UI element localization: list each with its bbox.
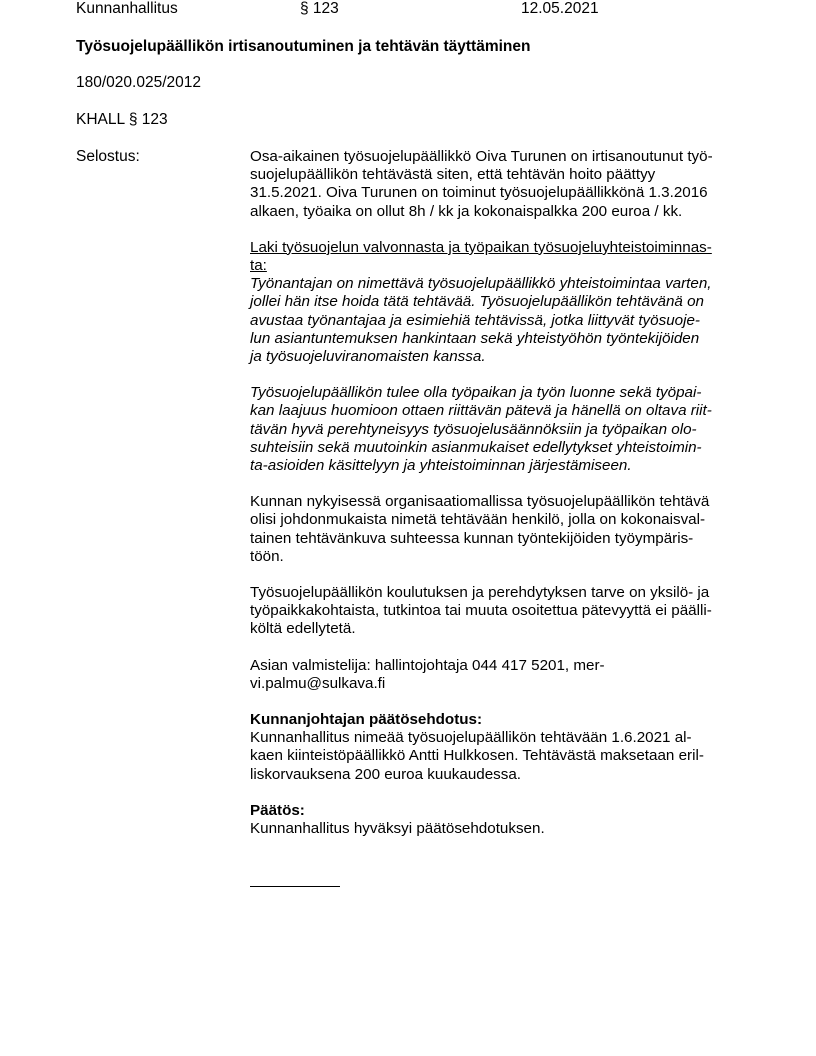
text-line: tävän hyvä perehtyneisyys työsuojelusäännöksiin ja työpaikan olo- bbox=[250, 420, 697, 438]
text-line: Työsuojelupäällikön koulutuksen ja perehdytyksen tarve on yksilö- ja bbox=[250, 584, 710, 602]
text-line: Kunnanhallitus hyväksyi päätösehdotuksen. bbox=[250, 820, 545, 838]
text-line: olisi johdonmukaista nimetä tehtävään henkilö, jolla on kokonaisval- bbox=[250, 511, 706, 529]
document-title: Työsuojelupäällikön irtisanoutuminen ja tehtävän täyttäminen bbox=[76, 38, 531, 55]
signature-rule bbox=[250, 886, 340, 887]
law-text-1 bbox=[250, 275, 750, 366]
proposal-heading: Kunnanjohtajan päätösehdotus: bbox=[250, 711, 483, 729]
text-line: alkaen, työaika on ollut 8h / kk ja kokonaispalkka 200 euroa / kk. bbox=[250, 202, 683, 220]
text-line: ta: bbox=[250, 257, 267, 275]
proposal-section bbox=[250, 711, 750, 784]
text-line: kan laajuus huomioon ottaen riittävän pätevä ja hänellä on oltava riit- bbox=[250, 402, 712, 420]
text-line: työpaikkakohtaista, tutkintoa tai muuta osoitettua pätevyyttä ei päälli- bbox=[250, 602, 712, 620]
organization-paragraph bbox=[250, 493, 750, 566]
document-body bbox=[250, 148, 750, 838]
text-line: liskorvauksena 200 euroa kuukaudessa. bbox=[250, 765, 522, 783]
header-body-name: Kunnanhallitus bbox=[76, 0, 178, 17]
text-line: töön. bbox=[250, 547, 284, 565]
record-number: 180/020.025/2012 bbox=[76, 74, 201, 91]
text-line: jollei hän itse hoida tätä tehtävää. Työsuojelupäällikön tehtävänä on bbox=[250, 293, 704, 311]
header-section: § 123 bbox=[300, 0, 339, 17]
text-line: ja työsuojeluviranomaisten kanssa. bbox=[250, 348, 486, 366]
text-line: Työsuojelupäällikön tulee olla työpaikan ja työn luonne sekä työpai- bbox=[250, 384, 702, 402]
text-line: Työnantajan on nimettävä työsuojelupäällikkö yhteistoimintaa varten, bbox=[250, 275, 712, 293]
text-line: avustaa työnantajaa ja esimiehiä tehtävissä, jotka liittyvät työsuoje- bbox=[250, 311, 700, 329]
text-line: Kunnan nykyisessä organisaatiomallissa työsuojelupäällikön tehtävä bbox=[250, 493, 710, 511]
intro-paragraph bbox=[250, 148, 750, 221]
decision-section bbox=[250, 802, 750, 838]
law-text-2 bbox=[250, 384, 750, 475]
text-line: ta-asioiden käsittelyyn ja yhteistoiminnan järjestämiseen. bbox=[250, 457, 632, 475]
text-line: költä edellytetä. bbox=[250, 620, 356, 638]
training-paragraph bbox=[250, 584, 750, 639]
text-line: Osa-aikainen työsuojelupäällikkö Oiva Turunen on irtisanoutunut työ- bbox=[250, 148, 713, 165]
text-line: lun asiantuntemuksen hankintaan sekä yhteistyöhön työntekijöiden bbox=[250, 329, 700, 347]
text-line: Kunnanhallitus nimeää työsuojelupäällikön tehtävään 1.6.2021 al- bbox=[250, 729, 692, 747]
decision-heading: Päätös: bbox=[250, 801, 305, 819]
text-line: Asian valmistelija: hallintojohtaja 044 417 5201, mer- bbox=[250, 656, 605, 674]
text-line: tainen tehtävänkuva suhteessa kunnan työntekijöiden työympäris- bbox=[250, 529, 694, 547]
preparer-paragraph bbox=[250, 657, 750, 693]
law-heading bbox=[250, 239, 750, 275]
header-date: 12.05.2021 bbox=[521, 0, 599, 17]
text-line: Laki työsuojelun valvonnasta ja työpaikan työsuojeluyhteistoiminnas- bbox=[250, 238, 712, 256]
text-line: kaen kiinteistöpäällikkö Antti Hulkkosen. Tehtävästä maksetaan eril- bbox=[250, 747, 704, 765]
text-line: suojelupäällikön tehtävästä siten, että tehtävän hoito päättyy bbox=[250, 166, 656, 184]
text-line: vi.palmu@sulkava.fi bbox=[250, 674, 386, 692]
selostus-label: Selostus: bbox=[76, 148, 140, 165]
khall-reference: KHALL § 123 bbox=[76, 111, 168, 128]
text-line: suhteisiin sekä muutoinkin asianmukaiset edellytykset yhteistoimin- bbox=[250, 438, 702, 456]
text-line: 31.5.2021. Oiva Turunen on toiminut työsuojelupäällikkönä 1.3.2016 bbox=[250, 184, 708, 202]
